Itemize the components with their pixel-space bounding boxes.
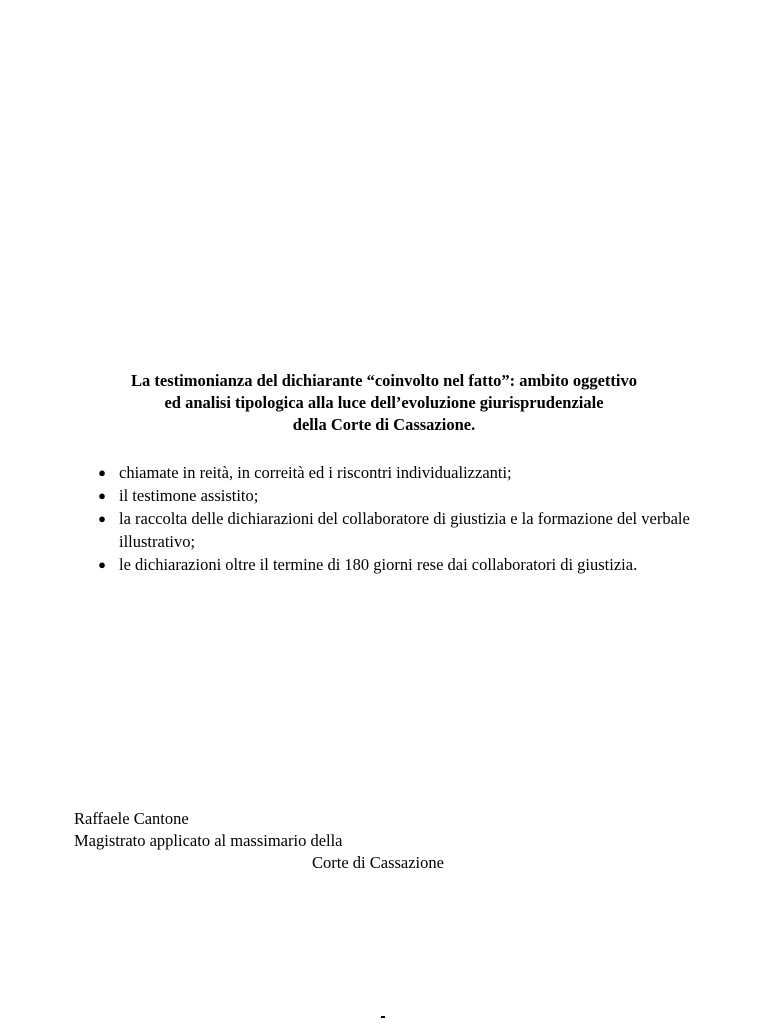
author-role: Magistrato applicato al massimario della: [74, 831, 343, 850]
topics-list: [96, 461, 716, 576]
author-organization: Corte di Cassazione: [312, 853, 444, 872]
list-item-text: il testimone assistito;: [119, 486, 259, 505]
bullet-icon: ●: [98, 557, 106, 572]
list-item: [96, 507, 716, 553]
page-number-mark: [381, 1016, 385, 1018]
list-item: [96, 484, 716, 507]
title-line-3: della Corte di Cassazione.: [292, 415, 476, 434]
bullet-icon: ●: [98, 511, 106, 526]
list-item: [96, 461, 716, 484]
title-line-1: La testimonianza del dichiarante “coinvolto nel fatto”: ambito oggettivo: [131, 371, 637, 390]
list-item-text: la raccolta delle dichiarazioni del collaboratore di giustizia e la formazione del verbale illustrativo;: [119, 509, 690, 551]
bullet-icon: ●: [98, 465, 106, 480]
list-item-text: le dichiarazioni oltre il termine di 180 giorni rese dai collaboratori di giustizia.: [119, 555, 638, 574]
list-item: [96, 553, 716, 576]
title-line-2: ed analisi tipologica alla luce dell’evoluzione giurisprudenziale: [164, 393, 604, 412]
document-title: [0, 370, 768, 436]
author-signature: [74, 808, 674, 874]
bullet-icon: ●: [98, 488, 106, 503]
list-item-text: chiamate in reità, in correità ed i riscontri individualizzanti;: [119, 463, 512, 482]
author-name: Raffaele Cantone: [74, 809, 189, 828]
